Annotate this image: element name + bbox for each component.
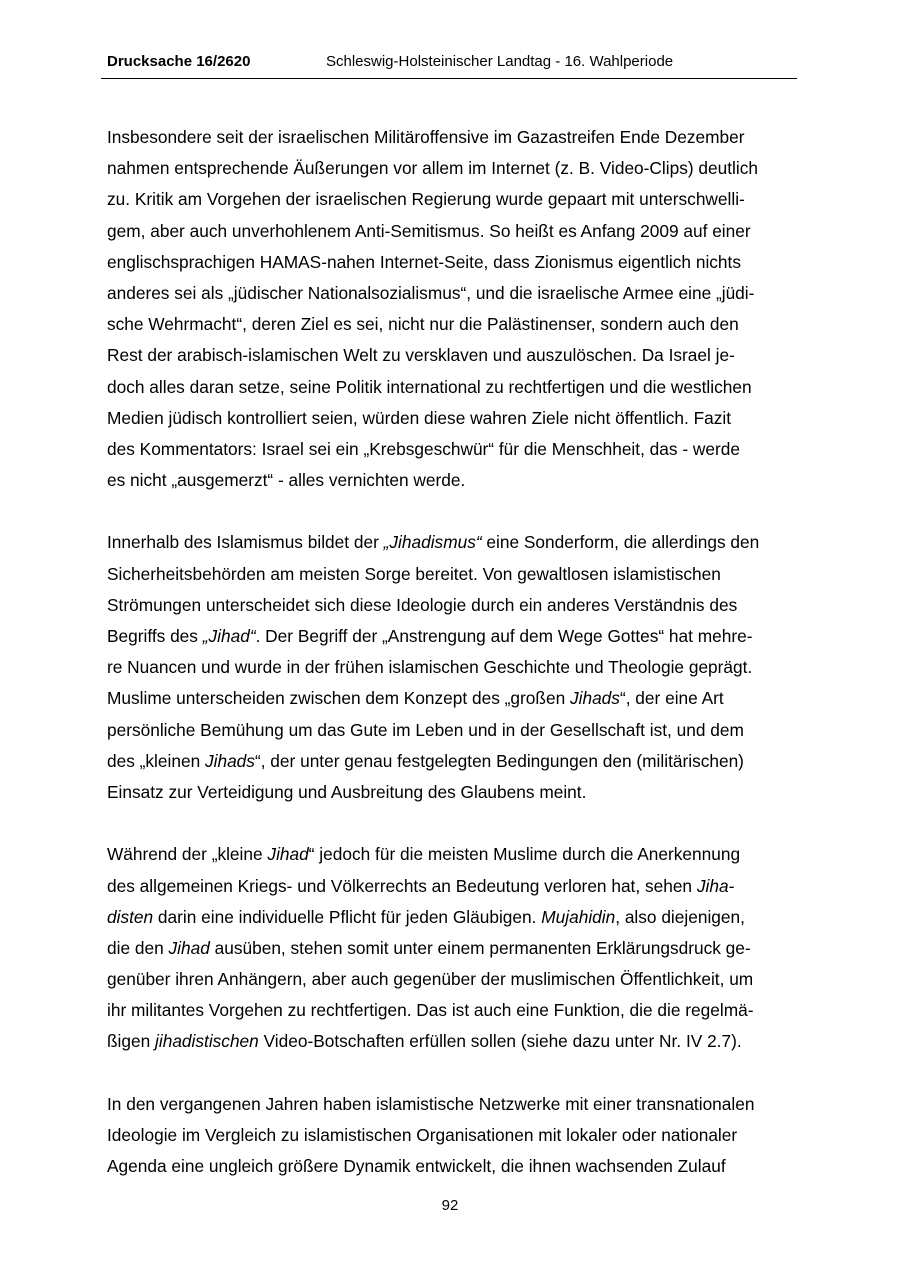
text-run: , also diejenigen, [615,906,745,927]
paragraph [107,527,797,808]
text-run: Insbesondere seit der israelischen Militäroffensive im Gazastreifen Ende Dezember [107,127,745,147]
text-line [107,1089,797,1120]
text-line [107,995,797,1026]
text-line [107,340,797,371]
text-run: darin eine individuelle Pflicht für jeden Gläubigen. [153,906,542,927]
text-line [107,746,797,777]
italic-term: Jihads [204,750,255,771]
text-line [107,434,797,465]
text-line [107,559,797,590]
text-run: die den [107,937,169,958]
text-line [107,590,797,621]
paragraph [107,1089,797,1183]
text-line [107,902,797,933]
text-run: anderes sei als „jüdischer Nationalsozialismus“, und die israelische Armee eine „jüdi- [107,282,755,303]
text-run: zu. Kritik am Vorgehen der israelischen Regierung wurde gepaart mit unterschwelli- [107,189,745,210]
text-run: “, der unter genau festgelegten Bedingungen den (militärischen) [254,750,744,771]
text-run: Einsatz zur Verteidigung und Ausbreitung des Glaubens meint. [107,781,587,802]
italic-term: disten [107,906,154,927]
italic-term: Jihads [569,688,620,709]
document-body [107,122,797,1182]
italic-term: „Jihad“ [202,626,256,646]
paragraph [107,122,797,496]
text-line [107,309,797,340]
text-line [107,715,797,746]
text-line [107,403,797,434]
paragraph-gap [107,496,797,527]
text-run: Strömungen unterscheidet sich diese Ideologie durch ein anderes Verständnis des [107,594,738,615]
text-line [107,278,797,309]
text-line [107,964,797,995]
page-header [101,51,797,79]
text-line [107,839,797,870]
text-run: persönliche Bemühung um das Gute im Leben und in der Gesellschaft ist, und dem [107,719,744,740]
italic-term: „Jihadismus“ [383,532,482,553]
text-run: gem, aber auch unverhohlenem Anti-Semitismus. So heißt es Anfang 2009 auf einer [107,220,751,241]
text-run: Während der „kleine [107,844,268,865]
text-run: Rest der arabisch-islamischen Welt zu versklaven und auszulöschen. Da Israel je- [107,345,735,366]
italic-term: Jihad [168,937,210,958]
text-run: Agenda eine ungleich größere Dynamik entwickelt, die ihnen wachsenden Zulauf [107,1156,726,1177]
italic-term: Mujahidin [541,906,616,927]
text-line [107,683,797,714]
text-run: Innerhalb des Islamismus bildet der [107,532,384,553]
text-line [107,1120,797,1151]
text-run: Ideologie im Vergleich zu islamistischen Organisationen mit lokaler oder nationaler [107,1125,738,1145]
text-line [107,216,797,247]
italic-term: Jiha- [696,875,735,896]
text-run: Medien jüdisch kontrolliert seien, würden diese wahren Ziele nicht öffentlich. Fazit [107,407,732,428]
text-run: ihr militantes Vorgehen zu rechtfertigen. Das ist auch eine Funktion, die die regelmä- [107,1000,754,1021]
text-run: Sicherheitsbehörden am meisten Sorge bereitet. Von gewaltlosen islamistischen [107,563,721,584]
parliament-title: Schleswig-Holsteinischer Landtag - 16. Wahlperiode [326,53,674,70]
text-run: eine Sonderform, die allerdings den [481,532,760,553]
text-line [107,652,797,683]
text-run: “ jedoch für die meisten Muslime durch die Anerkennung [308,844,741,865]
text-line [107,777,797,808]
text-line [107,184,797,215]
text-run: nahmen entsprechende Äußerungen vor allem im Internet (z. B. Video-Clips) deutlich [107,158,758,179]
italic-term: jihadistischen [155,1031,259,1052]
text-run: des Kommentators: Israel sei ein „Krebsgeschwür“ für die Menschheit, das - werde [107,438,740,459]
text-run: englischsprachigen HAMAS-nahen Internet-Seite, dass Zionismus eigentlich nichts [107,251,741,272]
text-run: “, der eine Art [619,688,724,709]
text-run: Muslime unterscheiden zwischen dem Konzept des „großen [107,688,570,709]
text-line [107,247,797,278]
text-run: Video-Botschaften erfüllen sollen (siehe dazu unter Nr. IV 2.7). [258,1031,742,1052]
text-line [107,933,797,964]
text-run: des allgemeinen Kriegs- und Völkerrechts an Bedeutung verloren hat, sehen [107,875,697,896]
page-number: 92 [441,1197,459,1214]
text-run: ßigen [107,1031,156,1052]
text-run: doch alles daran setze, seine Politik international zu rechtfertigen und die westlichen [107,376,752,397]
text-run: re Nuancen und wurde in der frühen islamischen Geschichte und Theologie geprägt. [107,657,753,678]
text-line [107,372,797,403]
paragraph-gap [107,808,797,839]
text-line [107,871,797,902]
text-line [107,122,797,153]
text-run: sche Wehrmacht“, deren Ziel es sei, nicht nur die Palästinenser, sondern auch den [107,314,739,335]
paragraph-gap [107,1058,797,1089]
text-run: ausüben, stehen somit unter einem permanenten Erklärungsdruck ge- [209,937,751,958]
text-run: es nicht „ausgemerzt“ - alles vernichten werde. [107,470,466,491]
text-line [107,527,797,558]
text-line [107,153,797,184]
text-run: Begriffs des [107,626,203,646]
italic-term: Jihad [267,844,309,865]
paragraph [107,839,797,1057]
text-run: genüber ihren Anhängern, aber auch gegenüber der muslimischen Öffentlichkeit, um [107,969,754,990]
text-line [107,621,797,652]
text-line [107,465,797,496]
text-run: In den vergangenen Jahren haben islamistische Netzwerke mit einer transnationalen [107,1093,755,1114]
document-number: Drucksache 16/2620 [107,53,251,70]
text-run: des „kleinen [107,750,205,771]
text-line [107,1026,797,1057]
text-line [107,1151,797,1182]
text-run: . Der Begriff der „Anstrengung auf dem Wege Gottes“ hat mehre- [255,626,753,646]
